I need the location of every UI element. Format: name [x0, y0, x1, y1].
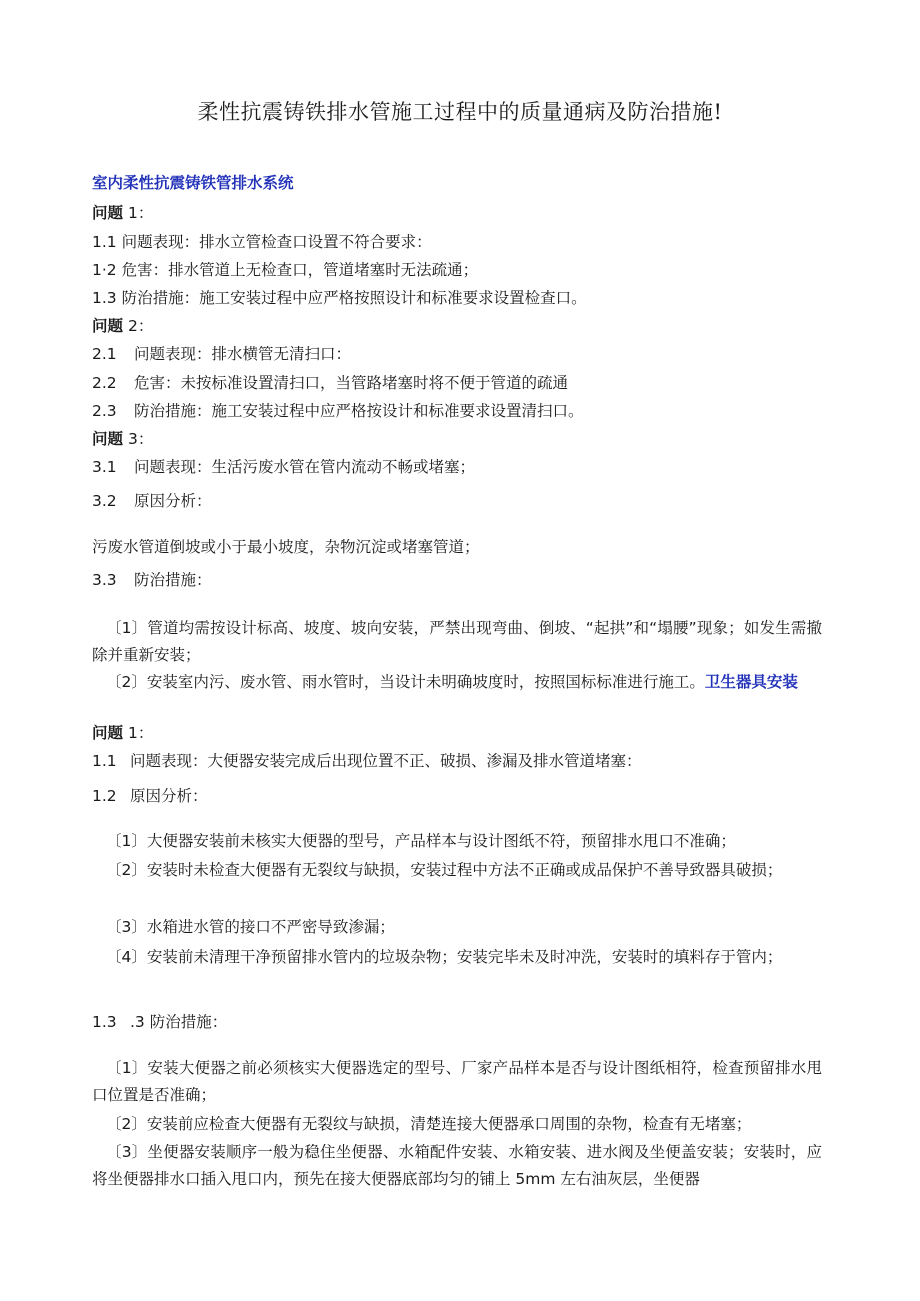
problem-number: 1：: [127, 204, 154, 222]
item-text: 防治措施：施工安装过程中应严格按设计和标准要求设置清扫口。: [134, 402, 584, 420]
section-heading-drainage: 室内柔性抗震铸铁管排水系统: [92, 174, 294, 192]
item-3-2: [92, 490, 822, 512]
item-number: 3.3: [92, 571, 117, 589]
measure-paragraph-s2-3: 〔3〕坐便器安装顺序一般为稳住坐便器、水箱配件安装、水箱安装、进水阀及坐便盖安装；安装时，应将坐便器排水口插入甩口内，预先在接大便器底部均匀的铺上 5mm 左右油灰层，坐便器: [92, 1143, 822, 1188]
item-number: 2.2: [92, 374, 117, 392]
cause-paragraph-3: 〔3〕水箱进水管的接口不严密导致渗漏；: [106, 918, 395, 936]
item-number: 1.3: [92, 1013, 117, 1031]
item-1-2: 1·2 危害：排水管道上无检查口，管道堵塞时无法疏通；: [92, 261, 479, 279]
item-number: 1.2: [92, 787, 117, 805]
measure-paragraph-1: 〔1〕管道均需按设计标高、坡度、坡向安装，严禁出现弯曲、倒坡、“起拱”和“塌腰”现象；如发生需撤除并重新安装；: [92, 619, 822, 664]
item-s2-1-3: [92, 1011, 822, 1033]
item-3-1: [92, 456, 822, 478]
item-s2-1-1: [92, 750, 822, 772]
problem-number: 1：: [127, 724, 154, 742]
section-heading-sanitary: 卫生器具安装: [704, 673, 798, 691]
measure-paragraph-2: [92, 669, 822, 696]
item-s2-1-2: [92, 785, 822, 807]
item-2-2: [92, 372, 822, 394]
problem-word: 问题: [92, 317, 124, 335]
problem-label-2: [92, 315, 822, 337]
cause-paragraph-1: 〔1〕大便器安装前未核实大便器的型号，产品样本与设计图纸不符，预留排水甩口不准确；: [106, 832, 736, 850]
problem-label-3: [92, 428, 822, 450]
item-text: 问题表现：生活污废水管在管内流动不畅或堵塞；: [134, 458, 476, 476]
item-text: 原因分析：: [134, 492, 212, 510]
cause-paragraph-2: 〔2〕安装时未检查大便器有无裂纹与缺损，安装过程中方法不正确或成品保护不善导致器具破损；: [106, 861, 783, 879]
item-text: 防治措施：: [134, 571, 212, 589]
item-text: .3 防治措施：: [130, 1013, 228, 1031]
item-2-3: [92, 400, 822, 422]
problem-number: 2：: [127, 317, 154, 335]
item-number: 1.1: [92, 752, 117, 770]
item-3-3: [92, 569, 822, 591]
item-1-3: 1.3 防治措施：施工安装过程中应严格按照设计和标准要求设置检查口。: [92, 289, 587, 307]
problem-number: 3：: [127, 430, 154, 448]
problem-word: 问题: [92, 724, 124, 742]
item-number: 3.1: [92, 458, 117, 476]
item-text: 危害：未按标准设置清扫口，当管路堵塞时将不便于管道的疏通: [134, 374, 569, 392]
cause-text: 污废水管道倒坡或小于最小坡度，杂物沉淀或堵塞管道；: [92, 538, 480, 556]
item-text: 问题表现：大便器安装完成后出现位置不正、破损、渗漏及排水管道堵塞：: [130, 752, 642, 770]
problem-word: 问题: [92, 430, 124, 448]
problem-label-s2-1: [92, 722, 822, 744]
document-title: 柔性抗震铸铁排水管施工过程中的质量通病及防治措施!: [197, 100, 723, 124]
item-number: 3.2: [92, 492, 117, 510]
item-number: 2.1: [92, 345, 117, 363]
item-text: 问题表现：排水横管无清扫口：: [134, 345, 352, 363]
cause-paragraph-4: 〔4〕安装前未清理干净预留排水管内的垃圾杂物；安装完毕未及时冲洗，安装时的填料存于管内；: [106, 948, 783, 966]
problem-word: 问题: [92, 204, 124, 222]
problem-label-1: [92, 202, 822, 224]
measure-paragraph-s2-1: 〔1〕安装大便器之前必须核实大便器选定的型号、厂家产品样本是否与设计图纸相符，检查预留排水甩口位置是否准确；: [92, 1059, 822, 1104]
item-1-1: 1.1 问题表现：排水立管检查口设置不符合要求：: [92, 233, 432, 251]
measure-text: 〔2〕安装室内污、废水管、雨水管时，当设计未明确坡度时，按照国标标准进行施工。: [106, 673, 705, 691]
measure-paragraph-s2-2: 〔2〕安装前应检查大便器有无裂纹与缺损，清楚连接大便器承口周围的杂物，检查有无堵塞；: [106, 1115, 752, 1133]
item-number: 2.3: [92, 402, 117, 420]
item-text: 原因分析：: [130, 787, 208, 805]
item-2-1: [92, 343, 822, 365]
